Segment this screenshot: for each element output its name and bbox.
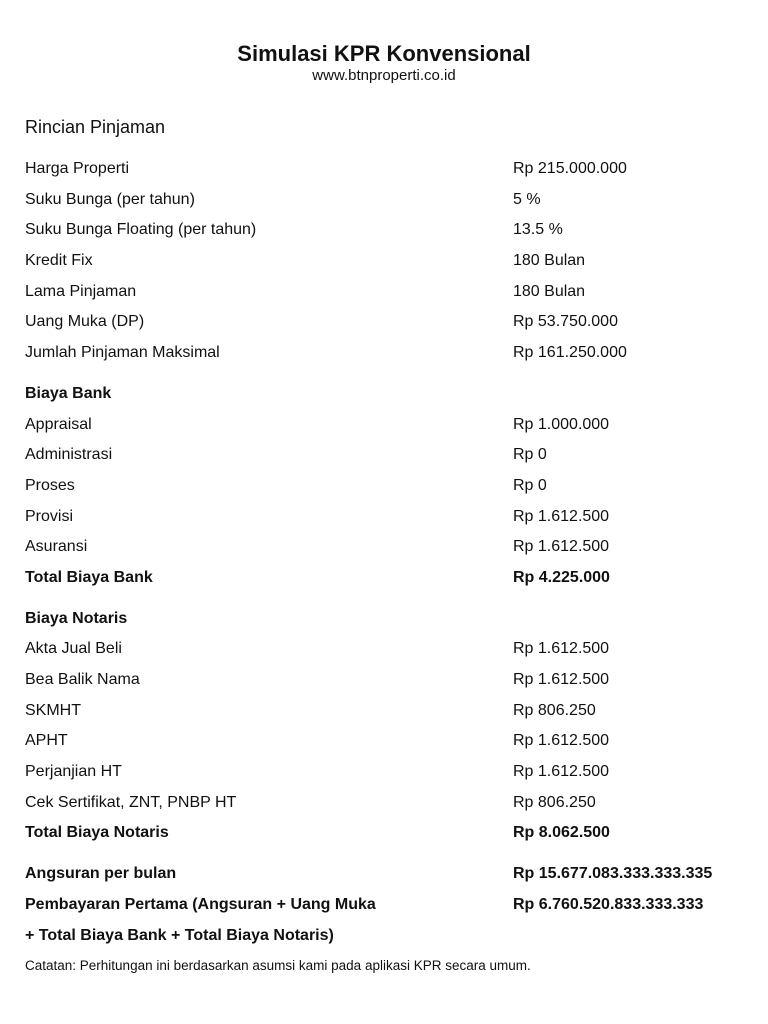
website-url: www.btnproperti.co.id [312, 67, 456, 84]
row-skmht [25, 696, 755, 727]
row-value: Rp 1.612.500 [513, 538, 610, 556]
row-label: Uang Muka (DP) [25, 313, 145, 331]
row-total-biaya-notaris [25, 818, 755, 849]
row-label: Akta Jual Beli [25, 640, 122, 658]
total-value: Rp 4.225.000 [513, 568, 610, 586]
footnote: Catatan: Perhitungan ini berdasarkan asumsi kami pada aplikasi KPR secara umum. [25, 958, 531, 974]
row-label: Proses [25, 476, 75, 494]
row-label: Kredit Fix [25, 252, 93, 270]
page-title: Simulasi KPR Konvensional [237, 41, 531, 66]
monthly-installment-label: Angsuran per bulan [25, 865, 177, 883]
row-bea-balik-nama [25, 665, 755, 696]
row-value: 180 Bulan [513, 252, 586, 270]
loan-details-heading: Rincian Pinjaman [25, 117, 166, 137]
row-label: Perjanjian HT [25, 763, 122, 781]
row-value: Rp 806.250 [513, 701, 596, 719]
row-suku-bunga [25, 185, 755, 216]
row-value: Rp 1.000.000 [513, 415, 610, 433]
row-jumlah-pinjaman [25, 338, 755, 369]
simulation-content [25, 154, 755, 981]
row-administrasi [25, 440, 755, 471]
notary-fees-heading: Biaya Notaris [25, 609, 128, 627]
row-provisi [25, 502, 755, 533]
row-label: SKMHT [25, 701, 81, 719]
first-payment-label-line2: + Total Biaya Bank + Total Biaya Notaris) [25, 926, 334, 944]
row-apht [25, 726, 755, 757]
row-cek-sertifikat [25, 788, 755, 819]
total-label: Total Biaya Notaris [25, 824, 169, 842]
row-pembayaran-pertama-cont [25, 921, 755, 952]
row-value: Rp 161.250.000 [513, 344, 627, 362]
bank-fees-heading: Biaya Bank [25, 384, 112, 402]
row-uang-muka [25, 307, 755, 338]
row-akta-jual-beli [25, 634, 755, 665]
row-value: Rp 0 [513, 446, 547, 464]
row-label: Suku Bunga (per tahun) [25, 190, 195, 208]
row-total-biaya-bank [25, 563, 755, 594]
row-label: APHT [25, 732, 68, 750]
row-label: Cek Sertifikat, ZNT, PNBP HT [25, 793, 237, 811]
row-label: Asuransi [25, 538, 88, 556]
row-label: Appraisal [25, 415, 92, 433]
monthly-installment-value: Rp 15.677.083.333.333.335 [513, 865, 713, 883]
row-asuransi [25, 532, 755, 563]
row-value: Rp 0 [513, 476, 547, 494]
total-value: Rp 8.062.500 [513, 824, 610, 842]
row-value: Rp 215.000.000 [513, 160, 627, 177]
row-value: 180 Bulan [513, 282, 586, 300]
row-kredit-fix [25, 246, 755, 277]
row-label: Suku Bunga Floating (per tahun) [25, 221, 257, 239]
spacer [25, 369, 755, 379]
row-pembayaran-pertama [25, 890, 755, 921]
row-harga-properti [25, 154, 755, 185]
row-label: Lama Pinjaman [25, 282, 137, 300]
row-value: 5 % [513, 190, 541, 208]
row-value: Rp 1.612.500 [513, 671, 610, 688]
first-payment-label-line1: Pembayaran Pertama (Angsuran + Uang Muka [25, 895, 376, 913]
row-label: Harga Properti [25, 160, 130, 177]
row-label: Bea Balik Nama [25, 671, 140, 688]
spacer [25, 849, 755, 859]
row-label: Provisi [25, 507, 74, 525]
row-value: Rp 806.250 [513, 793, 596, 811]
row-value: 13.5 % [513, 221, 563, 239]
row-perjanjian-ht [25, 757, 755, 788]
row-value: Rp 53.750.000 [513, 313, 618, 331]
row-value: Rp 1.612.500 [513, 640, 610, 658]
row-suku-bunga-floating [25, 215, 755, 246]
row-angsuran-per-bulan [25, 859, 755, 890]
row-label: Jumlah Pinjaman Maksimal [25, 344, 220, 362]
total-label: Total Biaya Bank [25, 568, 153, 586]
spacer [25, 594, 755, 604]
row-value: Rp 1.612.500 [513, 763, 610, 781]
row-lama-pinjaman [25, 277, 755, 308]
row-appraisal [25, 410, 755, 441]
row-label: Administrasi [25, 446, 113, 464]
first-payment-value: Rp 6.760.520.833.333.333 [513, 895, 704, 913]
row-value: Rp 1.612.500 [513, 507, 610, 525]
row-value: Rp 1.612.500 [513, 732, 610, 750]
row-proses [25, 471, 755, 502]
